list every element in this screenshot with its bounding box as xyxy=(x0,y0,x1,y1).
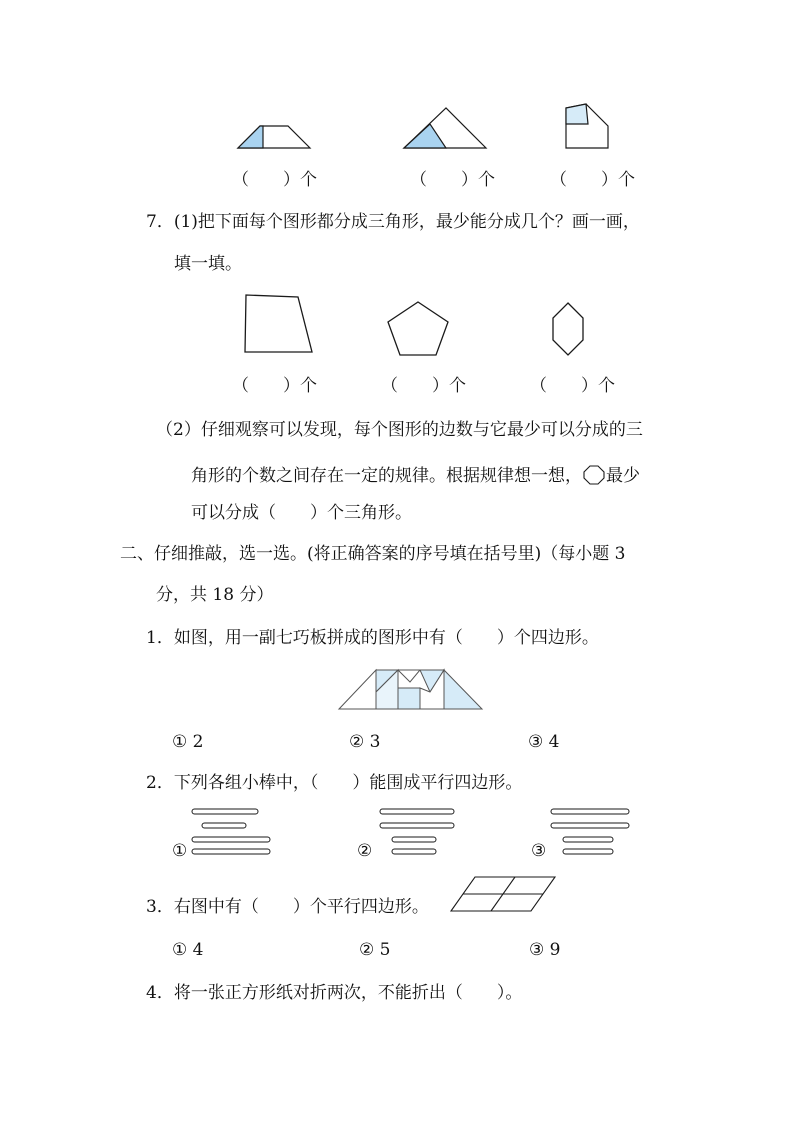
trapezoid-shaded-figure xyxy=(236,124,312,150)
q7-part2-line2 xyxy=(191,465,640,485)
stick-group-1 xyxy=(190,807,274,857)
option-3[interactable]: ③ xyxy=(531,841,547,861)
q7-part2-line3[interactable]: 可以分成（ ）个三角形。 xyxy=(191,503,412,523)
question-4-text: 4．将一张正方形纸对折两次，不能折出（ ）。 xyxy=(146,983,523,1003)
option-2[interactable]: ② 5 xyxy=(359,940,391,960)
stick-group-2 xyxy=(378,807,462,857)
answer-blank[interactable]: （ ）个 xyxy=(381,376,466,396)
answer-blank[interactable]: （ ）个 xyxy=(410,170,495,190)
option-3[interactable]: ③ 9 xyxy=(529,940,561,960)
option-1[interactable]: ① 2 xyxy=(172,732,204,752)
section-heading-line1: 二、仔细推敲，选一选。(将正确答案的序号填在括号里)（每小题 3 xyxy=(120,544,626,564)
question-1-text: 1．如图，用一副七巧板拼成的图形中有（ ）个四边形。 xyxy=(146,628,599,648)
answer-blank[interactable]: （ ）个 xyxy=(550,170,635,190)
option-2[interactable]: ② 3 xyxy=(349,732,381,752)
q7-part1-line2: 填一填。 xyxy=(174,254,242,274)
option-2[interactable]: ② xyxy=(357,841,373,861)
pentagon-figure xyxy=(385,300,451,358)
hexagon-figure xyxy=(551,301,587,357)
pentagon-shaded-figure xyxy=(564,102,612,150)
triangle-shaded-figure xyxy=(402,106,488,150)
q7-part2-line1: （2）仔细观察可以发现，每个图形的边数与它最少可以分成的三 xyxy=(156,420,643,440)
parallelogram-grid-figure xyxy=(449,875,559,913)
answer-blank[interactable]: （ ）个 xyxy=(232,376,317,396)
octagon-icon xyxy=(583,465,605,485)
answer-blank[interactable]: （ ）个 xyxy=(232,170,317,190)
option-1[interactable]: ① xyxy=(172,841,188,861)
q7-part1-line1: 7．(1)把下面每个图形都分成三角形，最少能分成几个？画一画， xyxy=(146,212,640,232)
question-2-text: 2．下列各组小棒中，（ ）能围成平行四边形。 xyxy=(146,773,523,793)
option-3[interactable]: ③ 4 xyxy=(528,732,560,752)
stick-group-3 xyxy=(549,807,633,857)
question-3-text: 3．右图中有（ ）个平行四边形。 xyxy=(146,897,429,917)
q7-part2-line2-text: 角形的个数之间存在一定的规律。根据规律想一想， xyxy=(191,466,582,486)
tangram-figure xyxy=(338,666,484,712)
quadrilateral-figure xyxy=(243,293,315,355)
option-1[interactable]: ① 4 xyxy=(172,940,204,960)
q7-part2-line2-tail: 最少 xyxy=(606,466,640,486)
answer-blank[interactable]: （ ）个 xyxy=(530,376,615,396)
section-heading-line2: 分，共 18 分） xyxy=(156,585,274,605)
